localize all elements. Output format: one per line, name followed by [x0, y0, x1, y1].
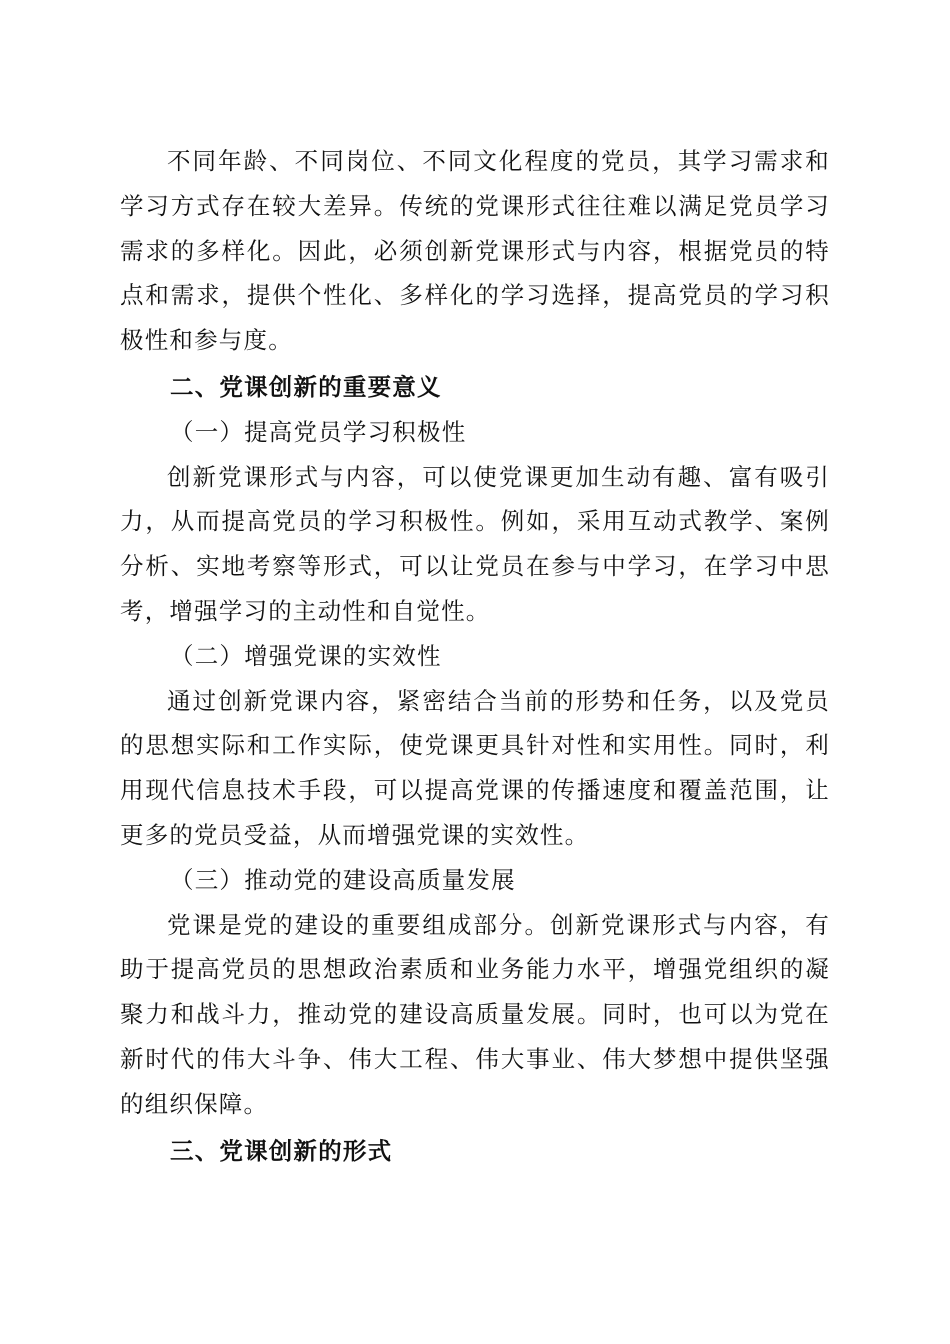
- subheading-effectiveness: （二）增强党课的实效性: [170, 641, 442, 670]
- section-heading-significance: 二、党课创新的重要意义: [170, 372, 442, 401]
- section-heading-forms: 三、党课创新的形式: [170, 1136, 393, 1165]
- subheading-party-building: （三）推动党的建设高质量发展: [170, 865, 516, 894]
- paragraph-party-building: 党课是党的建设的重要组成部分。创新党课形式与内容，有助于提高党员的思想政治素质和业务能力水平，增强党组织的凝聚力和战斗力，推动党的建设高质量发展。同时，也可以为党在新时代的伟大斗争、伟大工程、伟大事业、伟大梦想中提供坚强的组织保障。: [120, 910, 830, 1118]
- subheading-enthusiasm: （一）提高党员学习积极性: [170, 417, 467, 446]
- paragraph-effectiveness: 通过创新党课内容，紧密结合当前的形势和任务，以及党员的思想实际和工作实际，使党课更具针对性和实用性。同时，利用现代信息技术手段，可以提高党课的传播速度和覆盖范围，让更多的党员受益，从而增强党课的实效性。: [120, 686, 830, 849]
- paragraph-learning-needs: 不同年龄、不同岗位、不同文化程度的党员，其学习需求和学习方式存在较大差异。传统的党课形式往往难以满足党员学习需求的多样化。因此，必须创新党课形式与内容，根据党员的特点和需求，提供个性化、多样化的学习选择，提高党员的学习积极性和参与度。: [120, 147, 830, 355]
- paragraph-enthusiasm: 创新党课形式与内容，可以使党课更加生动有趣、富有吸引力，从而提高党员的学习积极性。例如，采用互动式教学、案例分析、实地考察等形式，可以让党员在参与中学习，在学习中思考，增强学习的主动性和自觉性。: [120, 462, 830, 625]
- document-page: [120, 139, 830, 1173]
